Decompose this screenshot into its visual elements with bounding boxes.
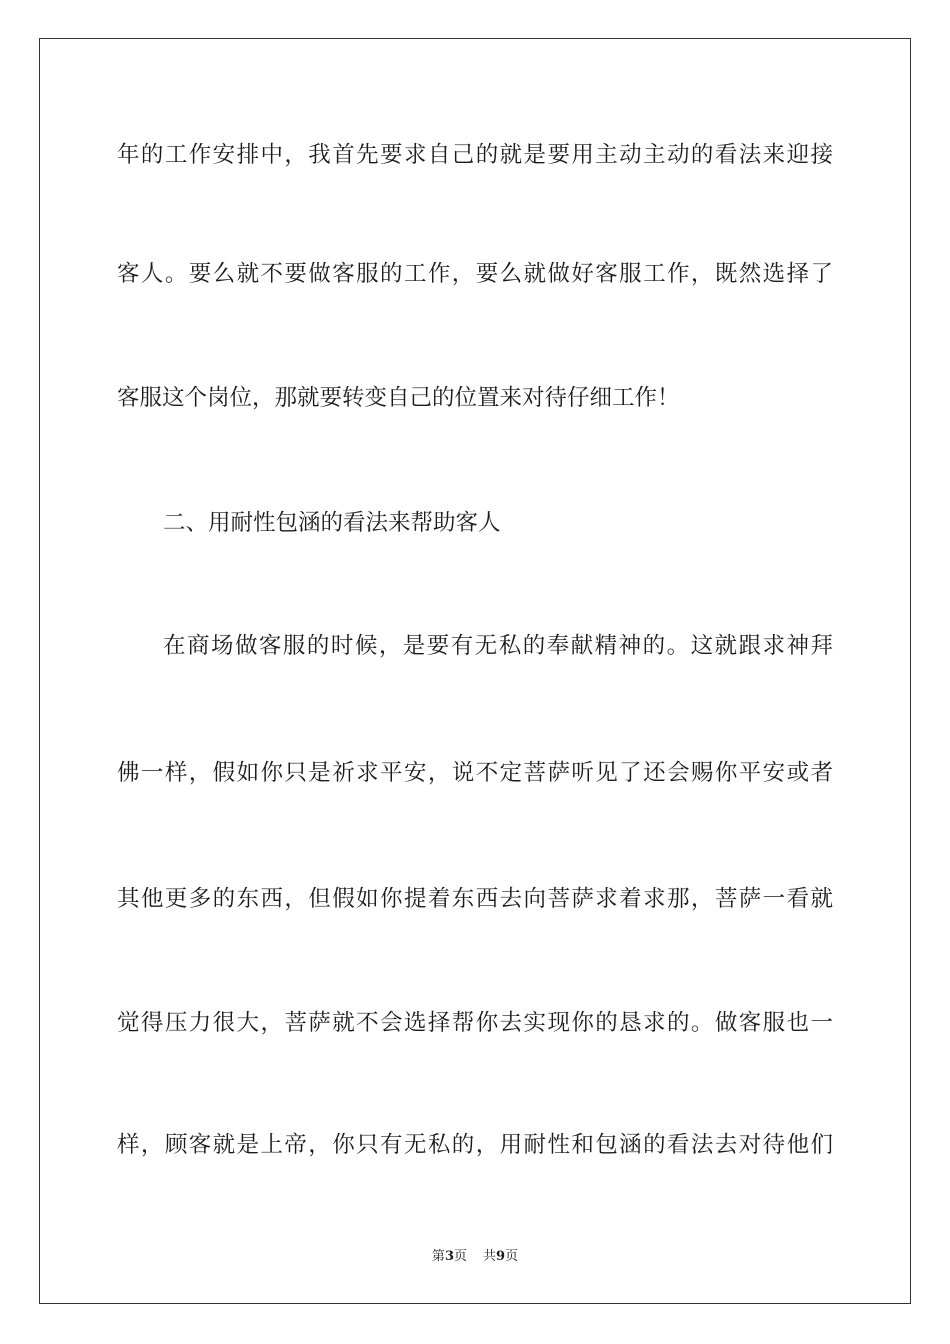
body-line-6: 佛一样，假如你只是祈求平安，说不定菩萨听见了还会赐你平安或者 bbox=[117, 760, 833, 786]
total-prefix: 共 bbox=[483, 1249, 497, 1264]
body-line-8: 觉得压力很大，菩萨就不会选择帮你去实现你的恳求的。做客服也一 bbox=[117, 1010, 833, 1036]
total-suffix: 页 bbox=[505, 1249, 519, 1264]
body-line-3: 客服这个岗位，那就要转变自己的位置来对待仔细工作！ bbox=[117, 385, 680, 411]
section-heading: 二、用耐性包涵的看法来帮助客人 bbox=[163, 510, 501, 536]
page-footer bbox=[0, 1248, 950, 1266]
page-prefix: 第 bbox=[431, 1249, 445, 1264]
body-line-1: 年的工作安排中，我首先要求自己的就是要用主动主动的看法来迎接 bbox=[117, 142, 833, 168]
total-page-number: 9 bbox=[496, 1249, 506, 1264]
body-line-9: 样，顾客就是上帝，你只有无私的，用耐性和包涵的看法去对待他们 bbox=[117, 1132, 833, 1158]
body-line-5: 在商场做客服的时候，是要有无私的奉献精神的。这就跟求神拜 bbox=[163, 633, 833, 659]
page-suffix: 页 bbox=[453, 1249, 467, 1264]
body-line-2: 客人。要么就不要做客服的工作，要么就做好客服工作，既然选择了 bbox=[117, 261, 833, 287]
page-border bbox=[39, 38, 911, 1304]
body-line-7: 其他更多的东西，但假如你提着东西去向菩萨求着求那，菩萨一看就 bbox=[117, 886, 833, 912]
current-page-number: 3 bbox=[444, 1249, 454, 1264]
